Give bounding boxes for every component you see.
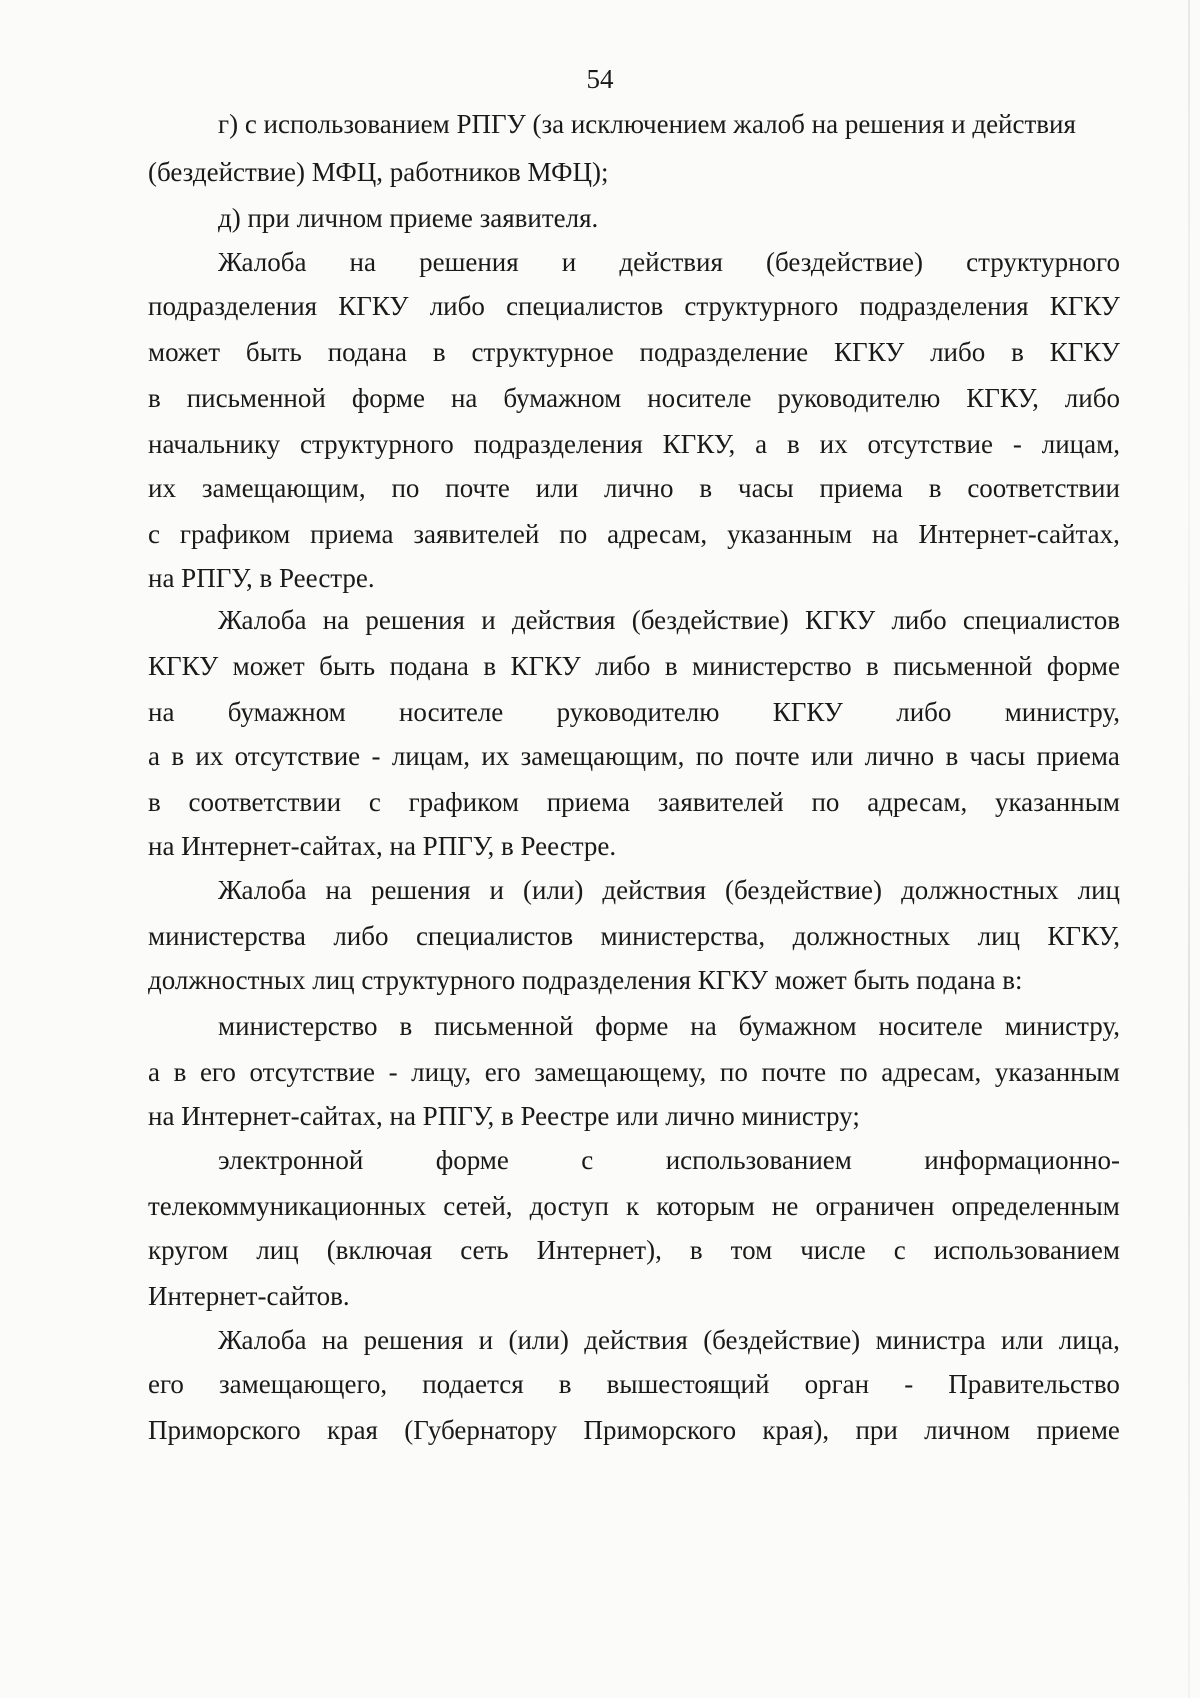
word: в [173,1057,187,1087]
word: специалистов [506,291,664,321]
word: либо [891,605,947,635]
word: графиком [179,519,291,549]
word: лично [864,741,935,771]
word: с [148,519,160,549]
word: (Губернатору [404,1415,558,1445]
word: подразделения [859,291,1029,321]
word: орган [804,1369,870,1399]
word: либо [333,921,389,951]
word: на [690,1011,717,1041]
text-line: должностных лиц структурного подразделения КГКУ может быть подана в: [148,965,1023,995]
word: по [695,741,724,771]
word: Правительство [948,1369,1120,1399]
word: КГКУ [148,651,219,681]
word: по [559,519,588,549]
word: телекоммуникационных [148,1191,427,1221]
word: в [699,473,713,503]
word: (бездействие) [725,875,883,905]
word: замещающим, [520,741,685,771]
word: адресам, [607,519,708,549]
word: или [1001,1325,1044,1355]
text-line [218,1010,1120,1042]
word: лицам, [1041,429,1120,459]
word: должностных [792,921,951,951]
word: соответствии [967,473,1120,503]
word: КГКУ, [966,383,1039,413]
word: адресам, [881,1057,982,1087]
word: либо [429,291,485,321]
word: личном [924,1415,1011,1445]
word: либо [1064,383,1120,413]
text-line: на РПГУ, в Реестре. [148,563,375,593]
word: приеме [1036,1415,1120,1445]
word: быть [319,651,376,681]
text-line: на Интернет-сайтах, на РПГУ, в Реестре или лично министру; [148,1101,860,1131]
word: и [489,875,504,905]
word: структурного [684,291,839,321]
word: в [945,741,959,771]
word: сеть [460,1235,509,1265]
word: КГКУ, [662,429,736,459]
text-line [148,382,1120,414]
word: лиц [977,921,1020,951]
word: информационно- [924,1145,1120,1175]
word: министерство [218,1011,378,1041]
word: руководителю [556,697,720,727]
word: в [558,1369,572,1399]
word: в [148,383,161,413]
word: по [839,1057,868,1087]
word: а [148,741,160,771]
word: в [432,337,446,367]
word: подается [422,1369,524,1399]
word: лиц [256,1235,299,1265]
word: использованием [933,1235,1120,1265]
word: в [689,1235,703,1265]
word: письменной [186,383,326,413]
word: подразделения [148,291,318,321]
word: Жалоба [218,875,307,905]
word: приема [310,519,394,549]
word: КГКУ [338,291,409,321]
word: часы [969,741,1026,771]
word: его [199,1057,236,1087]
word: почте [735,741,800,771]
word: и [478,1325,494,1355]
word: структурное [471,337,614,367]
word: приема [819,473,903,503]
text-line [148,290,1120,322]
word: часы [737,473,794,503]
word: должностных [901,875,1059,905]
text-line [148,1414,1120,1446]
word: по [719,1057,748,1087]
word: КГКУ [1049,291,1120,321]
word: на [871,519,899,549]
word: использованием [665,1145,852,1175]
word: форме [595,1011,669,1041]
word: его [484,1057,521,1087]
word: министру, [1004,697,1120,727]
word: действия [511,605,616,635]
word: Интернет-сайтах, [918,519,1120,549]
word: министерство [692,651,852,681]
word: их [481,741,510,771]
word: (включая [326,1235,433,1265]
word: бумажном [503,383,622,413]
word: либо [595,651,651,681]
word: КГКУ [772,697,843,727]
word: приема [1036,741,1120,771]
word: с [581,1145,594,1175]
word: Жалоба [218,247,307,277]
word: том [730,1235,773,1265]
word: в [483,651,497,681]
word: в [399,1011,413,1041]
word: Жалоба [218,605,307,635]
word: лица, [1058,1325,1120,1355]
word: по [391,473,420,503]
text-line [148,920,1120,952]
word: носителе [398,697,504,727]
word: в [171,741,185,771]
word: на [349,247,376,277]
word: края [326,1415,378,1445]
word: может [232,651,305,681]
word: в [786,429,800,459]
word: министерства, [600,921,766,951]
word: а [148,1057,160,1087]
word: адресам, [867,787,968,817]
text-line [148,472,1120,504]
word: - [371,741,381,771]
word: которым [656,1191,755,1221]
text-line: (бездействие) МФЦ, работников МФЦ); [148,157,609,187]
text-line [148,786,1120,818]
word: указанным [994,787,1120,817]
word: вышестоящий [606,1369,770,1399]
word: его [148,1369,184,1399]
word: по [811,787,840,817]
word: указанным [727,519,853,549]
word: кругом [148,1235,229,1265]
word: КГКУ [804,605,876,635]
word: в [1011,337,1024,367]
word: министерства [148,921,306,951]
word: форме [1046,651,1120,681]
word: носителе [647,383,752,413]
word: действия [584,1325,688,1355]
word: (бездействие) [703,1325,861,1355]
word: замещающего, [219,1369,388,1399]
word: КГКУ [510,651,581,681]
word: или [810,741,854,771]
word: в [664,651,678,681]
word: замещающим, [201,473,366,503]
word: при [855,1415,898,1445]
text-line [218,246,1120,278]
word: приема [546,787,630,817]
word: решения [370,875,471,905]
word: подана [389,651,469,681]
word: лично [604,473,674,503]
word: с [893,1235,906,1265]
word: руководителю [777,383,941,413]
word: структурного [966,247,1120,277]
word: их [195,741,224,771]
word: министра [875,1325,986,1355]
word: (или) [523,875,584,905]
text-line [148,740,1120,772]
word: специалистов [962,605,1120,635]
word: начальнику [148,429,281,459]
word: письменной [893,651,1033,681]
word: указанным [994,1057,1120,1087]
text-line [148,1234,1120,1266]
word: сетей, [443,1191,513,1221]
word: решения [363,1325,464,1355]
text-line: г) с использованием РПГУ (за исключением жалоб на решения и действия [218,109,1076,139]
text-line [218,1324,1120,1356]
text-line: Интернет-сайтов. [148,1281,350,1311]
word: почте [761,1057,827,1087]
word: их [148,473,176,503]
text-line [148,336,1120,368]
word: решения [365,605,465,635]
word: края), [762,1415,830,1445]
word: подразделение [639,337,809,367]
text-line [148,1190,1120,1222]
word: в [866,651,879,681]
text-line [148,650,1120,682]
word: в [148,787,161,817]
scan-edge-shadow [1188,0,1190,1698]
word: на [325,875,352,905]
word: заявителей [657,787,784,817]
word: структурного [299,429,454,459]
word: их [819,429,848,459]
text-line [218,604,1120,636]
word: к [626,1191,640,1221]
word: замещающему, [534,1057,707,1087]
word: на [322,605,350,635]
word: электронной [218,1145,364,1175]
text-line [148,428,1120,460]
word: определенным [951,1191,1120,1221]
word: Интернет), [536,1235,662,1265]
word: отсутствие [249,1057,375,1087]
word: (бездействие) [766,247,924,277]
word: бумажном [227,697,346,727]
word: министру, [1004,1011,1120,1041]
word: лиц [1077,875,1120,905]
text-line [148,696,1120,728]
word: лицу, [411,1057,472,1087]
word: КГКУ [834,337,905,367]
word: может [148,337,220,367]
word: носителе [878,1011,983,1041]
word: с [368,787,381,817]
word: письменной [434,1011,574,1041]
word: Жалоба [218,1325,307,1355]
word: почте [445,473,510,503]
text-line [218,1144,1120,1176]
word: или [535,473,579,503]
word: доступ [529,1191,609,1221]
word: подразделения [473,429,643,459]
word: - [388,1057,398,1087]
text-line [218,874,1120,906]
word: КГКУ, [1047,921,1120,951]
word: специалистов [415,921,574,951]
word: быть [245,337,302,367]
word: отсутствие [867,429,993,459]
text-line [148,1368,1120,1400]
word: Приморского [148,1415,301,1445]
text-line [148,1056,1120,1088]
word: соответствии [188,787,342,817]
word: на [450,383,478,413]
word: КГКУ [1049,337,1120,367]
word: заявителей [413,519,540,549]
word: подана [327,337,408,367]
word: ограничен [815,1191,935,1221]
word: (бездействие) [631,605,789,635]
word: действия [619,247,723,277]
word: форме [435,1145,509,1175]
word: либо [896,697,952,727]
word: - [904,1369,914,1399]
word: в [928,473,942,503]
text-line: д) при личном приеме заявителя. [218,203,599,233]
word: на [321,1325,349,1355]
word: решения [419,247,519,277]
word: графиком [408,787,519,817]
word: на [148,697,175,727]
word: и [561,247,577,277]
word: действия [602,875,706,905]
word: (или) [508,1325,569,1355]
text-line [148,518,1120,550]
text-line: на Интернет-сайтах, на РПГУ, в Реестре. [148,831,617,861]
word: отсутствие [234,741,361,771]
word: числе [800,1235,866,1265]
word: бумажном [738,1011,857,1041]
word: - [1012,429,1022,459]
word: либо [930,337,986,367]
page-number: 54 [586,64,614,94]
word: Приморского [583,1415,737,1445]
word: лицам, [391,741,471,771]
word: и [481,605,496,635]
word: форме [351,383,425,413]
word: не [771,1191,799,1221]
word: а [755,429,768,459]
